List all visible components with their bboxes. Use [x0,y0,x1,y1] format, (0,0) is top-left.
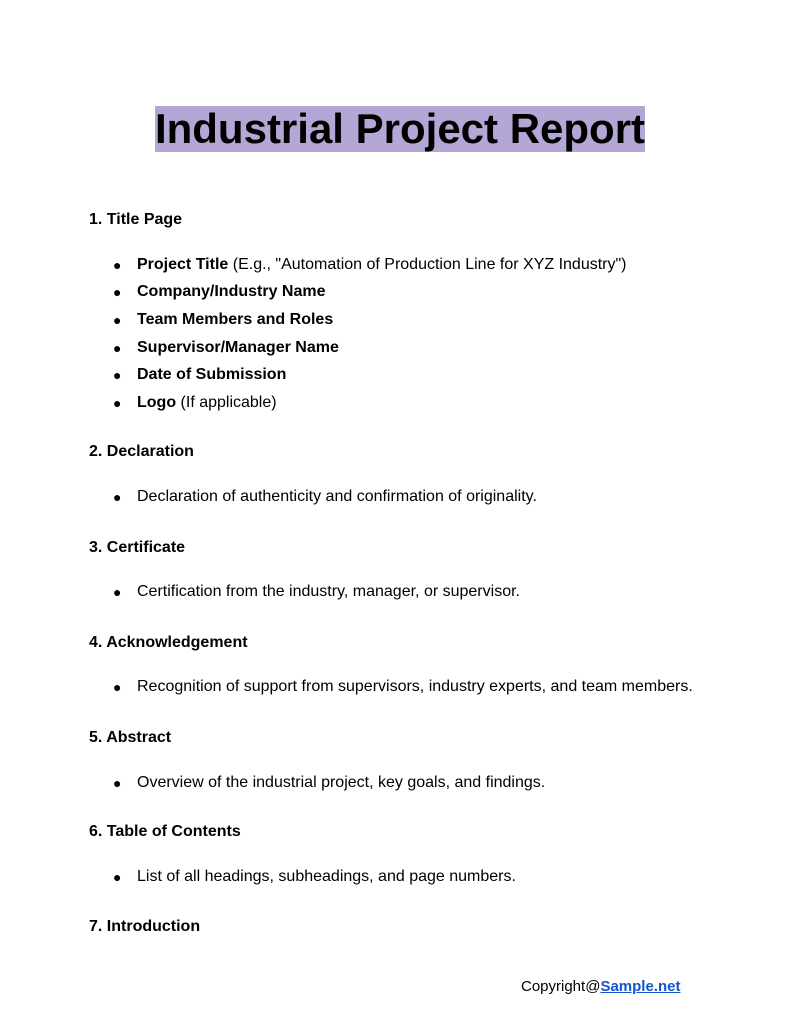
sample-net-link[interactable]: Sample.net [600,978,681,995]
list-item-bold: Team Members and Roles [137,311,334,328]
bullet-icon: ● [113,775,122,791]
list-item-text: Overview of the industrial project, key goals, and findings. [137,774,546,791]
list-item-bold: Logo [137,394,177,411]
list-item-bold: Supervisor/Manager Name [137,339,339,356]
section-heading-certificate: 3. Certificate [89,539,186,556]
list-item-bold: Project Title [137,256,229,273]
footer-copyright [521,977,680,997]
bullet-icon: ● [113,584,122,600]
bullet-icon: ● [113,395,122,411]
bullet-icon: ● [113,340,122,356]
section-heading-acknowledgement: 4. Acknowledgement [89,634,248,651]
bullet-icon: ● [113,367,122,383]
list-item-text: (If applicable) [176,394,277,411]
section-heading-abstract: 5. Abstract [89,729,172,746]
section-heading-introduction: 7. Introduction [89,918,201,935]
bullet-icon: ● [113,312,122,328]
bullet-icon: ● [113,869,122,885]
list-item-bold: Date of Submission [137,366,287,383]
section-heading-title-page: 1. Title Page [89,211,183,228]
copyright-text: Copyright@ [521,978,601,995]
bullet-icon: ● [113,284,122,300]
bullet-icon: ● [113,257,122,273]
page-title: Industrial Project Report [154,105,646,152]
list-item-text: (E.g., "Automation of Production Line for XYZ Industry") [228,256,627,273]
section-heading-table-of-contents: 6. Table of Contents [89,823,241,840]
list-item-text: Declaration of authenticity and confirmation of originality. [137,488,537,505]
bullet-icon: ● [113,679,122,695]
list-item-text: Recognition of support from supervisors, industry experts, and team members. [137,678,693,695]
list-item-text: Certification from the industry, manager, or supervisor. [137,583,520,600]
title-container [0,106,800,152]
list-item-bold: Company/Industry Name [137,283,326,300]
list-item-text: List of all headings, subheadings, and page numbers. [137,868,516,885]
section-heading-declaration: 2. Declaration [89,443,194,460]
bullet-icon: ● [113,489,122,505]
